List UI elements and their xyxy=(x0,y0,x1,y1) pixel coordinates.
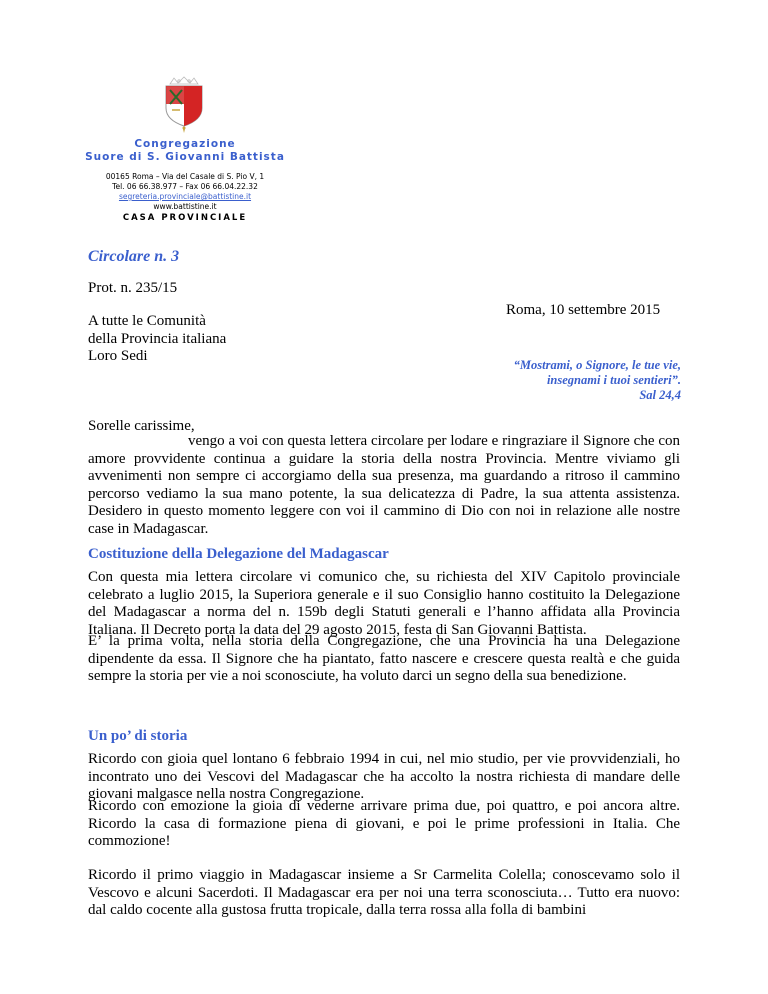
email-link[interactable]: segreteria.provinciale@battistine.it xyxy=(118,192,252,201)
recipient-line: della Provincia italiana xyxy=(88,330,227,347)
phone-fax: Tel. 06 66.38.977 – Fax 06 66.04.22.32 xyxy=(112,182,258,191)
address: 00165 Roma – Via del Casale di S. Pio V, 1 xyxy=(105,172,265,181)
body-paragraph: Ricordo con emozione la gioia di vederne arrivare prima due, poi quattro, e poi ancora altre. Ricordo la casa di formazione piena di giovani, e poi le prime professioni in Italia. Che commozione! xyxy=(88,798,680,849)
recipient-line: Loro Sedi xyxy=(88,348,148,364)
quote-reference: Sal 24,4 xyxy=(639,388,681,402)
house-label: CASA PROVINCIALE xyxy=(122,213,248,223)
section-heading: Costituzione della Delegazione del Madagascar xyxy=(88,546,389,562)
body-paragraph: E’ la prima volta, nella storia della Congregazione, che una Provincia ha una Delegazione dipendente da essa. Il Signore che ha piantato, fatto nascere e crescere questa realtà e che guida sempre la storia per vie a noi sconosciute, ha voluto darci un segno della sua benedizione. xyxy=(88,633,680,684)
recipient-line: A tutte le Comunità xyxy=(88,313,206,329)
letter-date: Roma, 10 settembre 2015 xyxy=(506,302,661,318)
protocol-number: Prot. n. 235/15 xyxy=(88,280,178,296)
salutation: Sorelle carissime, xyxy=(88,418,195,434)
body-paragraph: vengo a voi con questa lettera circolare per lodare e ringraziare il Signore che con amore provvidente continua a guidare la storia della nostra Provincia. Mentre viviamo gli avvenimenti non sempre ci accorgiamo della sua presenza, ma guardando a ritroso il cammino percorso vediamo la sua mano potente, la sua delicatezza di Padre, la sua attenta assistenza. Desidero in questo momento leggere con voi il cammino di Dio con noi in relazione alle nostre case in Madagascar. xyxy=(88,433,680,537)
congregation-crest-logo xyxy=(160,74,208,134)
circular-title: Circolare n. 3 xyxy=(88,248,180,265)
recipient-block xyxy=(88,313,226,366)
org-name-line2: Suore di S. Giovanni Battista xyxy=(85,151,285,163)
body-paragraph: Ricordo il primo viaggio in Madagascar insieme a Sr Carmelita Colella; conoscevamo solo il Vescovo e alcuni Sacerdoti. Il Madagascar era per noi una terra sconosciuta… Tutto era nuovo: dal caldo cocente alla gustosa frutta tropicale, dalla terra rossa alla folla di bambini xyxy=(88,867,680,918)
quote-line: insegnami i tuoi sentieri”. xyxy=(546,373,681,387)
body-paragraph: Con questa mia lettera circolare vi comunico che, su richiesta del XIV Capitolo provinciale celebrato a luglio 2015, la Superiora generale e il suo Consiglio hanno costituito la Delegazione del Madagascar a norma del n. 159b degli Statuti generali e l’hanno affidata alla Provincia Italiana. Il Decreto porta la data del 29 agosto 2015, festa di San Giovanni Battista. xyxy=(88,569,680,638)
quote-line: “Mostrami, o Signore, le tue vie, xyxy=(513,358,681,372)
org-name-line1: Congregazione xyxy=(134,138,236,150)
section-heading: Un po’ di storia xyxy=(88,728,188,744)
website: www.battistine.it xyxy=(153,202,217,211)
scripture-quote xyxy=(514,358,681,403)
body-paragraph: Ricordo con gioia quel lontano 6 febbraio 1994 in cui, nel mio studio, per vie provvidenziali, ho incontrato uno dei Vescovi del Madagascar che ha accolto la nostra richiesta di mandare delle giovani malgasce nella nostra Congregazione. xyxy=(88,751,680,802)
